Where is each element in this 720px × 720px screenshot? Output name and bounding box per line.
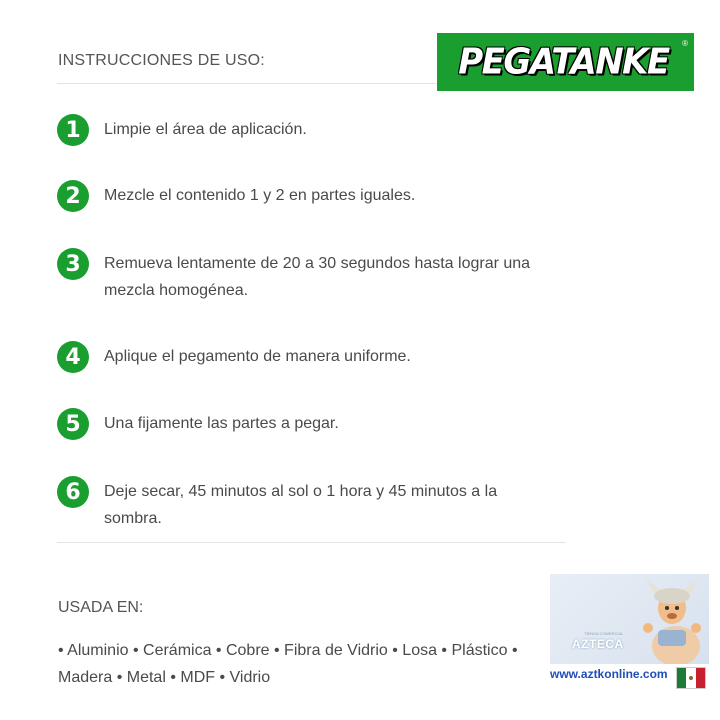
brand-banner xyxy=(550,574,709,664)
step-text: Mezcle el contenido 1 y 2 en partes iguales. xyxy=(104,187,416,204)
step-text: Remueva lentamente de 20 a 30 segundos hasta lograr una mezcla homogénea. xyxy=(104,255,531,299)
brand-logo xyxy=(437,33,694,91)
logo-text: PEGATANKE xyxy=(458,41,669,83)
brand-name: AZTECA xyxy=(572,637,624,651)
header-divider xyxy=(57,83,436,84)
step-number-badge: 3 xyxy=(57,248,89,280)
step-number-badge: 1 xyxy=(57,114,89,146)
step-number-badge: 6 xyxy=(57,476,89,508)
step-number-badge: 2 xyxy=(57,180,89,212)
step-2 xyxy=(57,180,544,212)
mexico-flag-icon xyxy=(676,667,706,689)
registered-mark: ® xyxy=(682,39,688,48)
materials-list: • Aluminio • Cerámica • Cobre • Fibra de Vidrio • Losa • Plástico • Madera • Metal • MDF • Vidrio xyxy=(58,642,518,686)
step-text: Deje secar, 45 minutos al sol o 1 hora y 45 minutos a la sombra. xyxy=(104,483,498,527)
page-title: INSTRUCCIONES DE USO: xyxy=(58,52,265,69)
store-link[interactable]: www.aztkonline.com xyxy=(550,667,668,681)
step-text: Limpie el área de aplicación. xyxy=(104,121,307,138)
step-3 xyxy=(57,248,544,304)
step-number-badge: 5 xyxy=(57,408,89,440)
brand-tagline: TIENDA COMERCIAL xyxy=(584,631,624,636)
step-6 xyxy=(57,476,544,532)
step-number-badge: 4 xyxy=(57,341,89,373)
step-5 xyxy=(57,408,544,440)
usage-title: USADA EN: xyxy=(58,599,144,616)
section-divider xyxy=(57,542,566,543)
step-4 xyxy=(57,341,544,373)
step-text: Una fijamente las partes a pegar. xyxy=(104,415,339,432)
step-1 xyxy=(57,114,544,146)
step-text: Aplique el pegamento de manera uniforme. xyxy=(104,348,411,365)
